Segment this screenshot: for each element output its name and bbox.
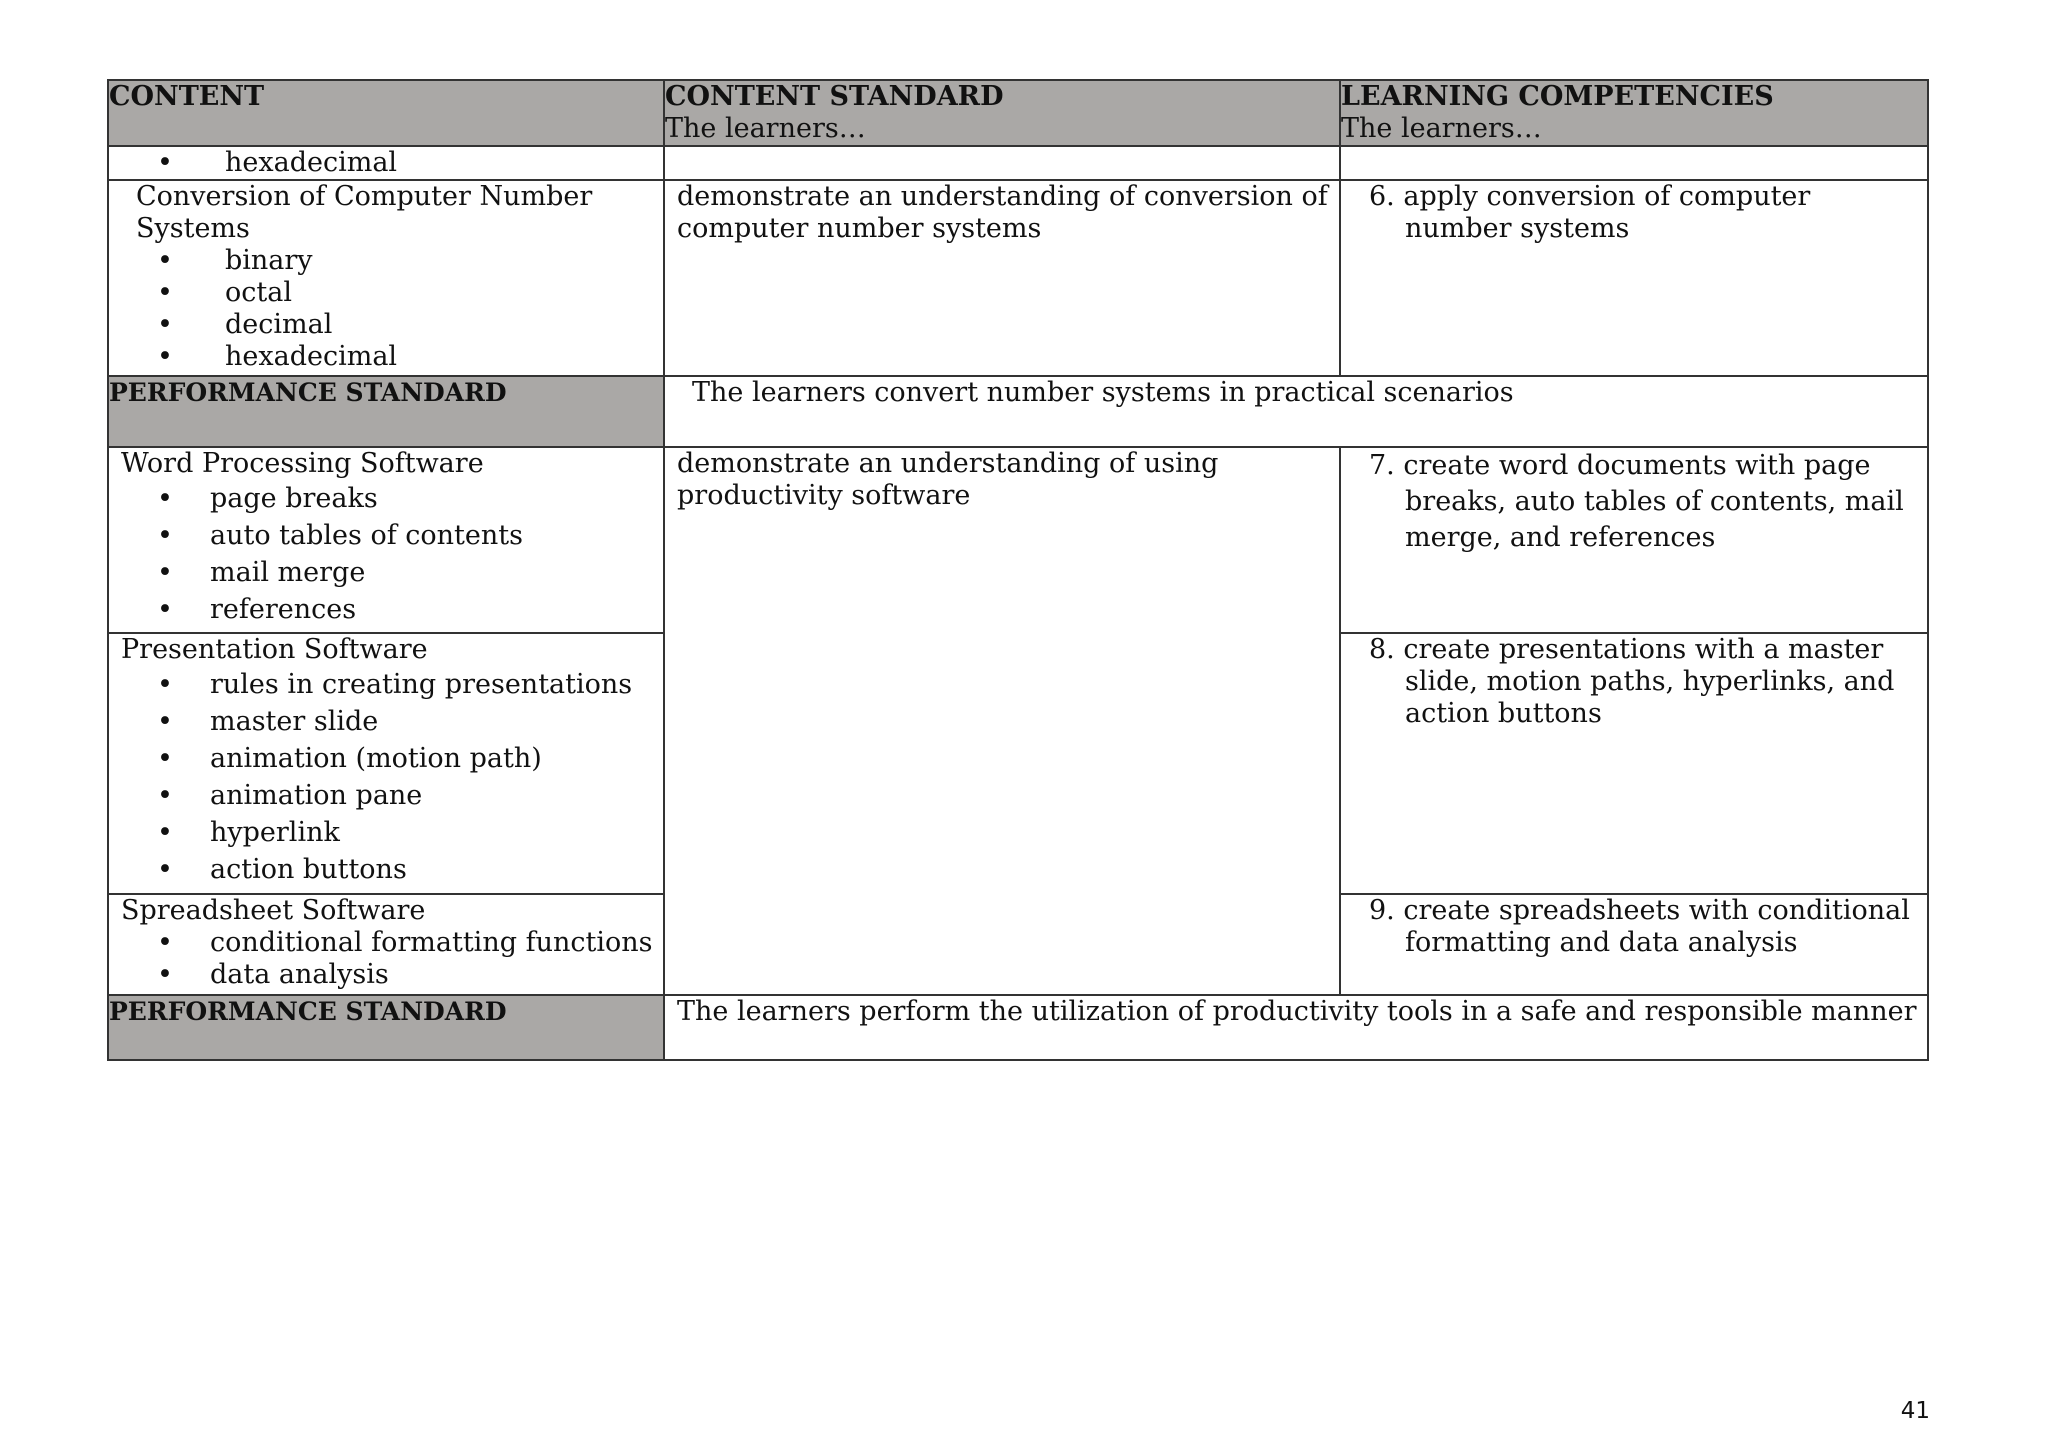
spreadsheet-topic: Spreadsheet Software	[121, 895, 426, 926]
list-item: • octal	[109, 277, 663, 309]
conversion-topic-line1: Conversion of Computer Number	[136, 181, 593, 212]
competency-9-text: 9. create spreadsheets with conditional formatting and data analysis	[1369, 895, 1910, 958]
conversion-row	[108, 180, 1928, 376]
conversion-standard-cell	[664, 180, 1340, 376]
list-item: • conditional formatting functions	[109, 927, 663, 959]
conversion-competency-cell	[1340, 180, 1928, 376]
performance-row-2	[108, 995, 1928, 1060]
header-content-standard-label: CONTENT STANDARD	[665, 81, 1004, 112]
productivity-standard-cell	[664, 447, 1340, 995]
list-item: • binary	[109, 245, 663, 277]
list-item: • rules in creating presentations	[109, 666, 663, 703]
performance-standard-text-1: The learners convert number systems in practical scenarios	[692, 377, 1514, 408]
header-learning-competencies-label: LEARNING COMPETENCIES	[1341, 81, 1774, 112]
list-item: • animation pane	[109, 777, 663, 814]
list-item: • hexadecimal	[109, 147, 663, 179]
word-competency-cell	[1340, 447, 1928, 633]
presentation-competency-cell	[1340, 633, 1928, 894]
productivity-standard-text: demonstrate an understanding of using productivity software	[677, 448, 1219, 511]
continued-row	[108, 146, 1928, 180]
presentation-content-cell	[108, 633, 664, 894]
header-learning-competencies-sub: The learners…	[1341, 113, 1542, 144]
word-list	[109, 480, 663, 628]
continued-content-cell	[108, 146, 664, 180]
word-row	[108, 447, 1928, 633]
list-item: • animation (motion path)	[109, 740, 663, 777]
continued-standard-cell	[664, 146, 1340, 180]
list-item: • hexadecimal	[109, 341, 663, 373]
performance-standard-cell-2	[664, 995, 1928, 1060]
page-number: 41	[1900, 1398, 1930, 1424]
conversion-topic-line2: Systems	[136, 213, 250, 244]
competency-6	[1341, 181, 1927, 245]
performance-standard-label-1: PERFORMANCE STANDARD	[108, 376, 664, 447]
list-item: • action buttons	[109, 851, 663, 888]
competency-9	[1341, 895, 1927, 959]
header-content-standard	[664, 80, 1340, 146]
word-topic: Word Processing Software	[121, 448, 484, 479]
presentation-topic: Presentation Software	[121, 634, 428, 665]
word-content-cell	[108, 447, 664, 633]
header-content-label: CONTENT	[109, 81, 265, 112]
competency-6-text: 6. apply conversion of computer number systems	[1369, 181, 1811, 244]
list-item: • data analysis	[109, 959, 663, 991]
presentation-list	[109, 666, 663, 888]
list-item: • mail merge	[109, 554, 663, 591]
list-item: • page breaks	[109, 480, 663, 517]
continued-competency-cell	[1340, 146, 1928, 180]
header-content-standard-sub: The learners…	[665, 113, 866, 144]
header-row	[108, 80, 1928, 146]
conversion-content-cell	[108, 180, 664, 376]
competency-7	[1341, 448, 1927, 556]
conversion-list	[109, 245, 663, 373]
competency-8	[1341, 634, 1927, 730]
spreadsheet-competency-cell	[1340, 894, 1928, 995]
spreadsheet-content-cell	[108, 894, 664, 995]
performance-standard-cell-1	[664, 376, 1928, 447]
competency-8-text: 8. create presentations with a master slide, motion paths, hyperlinks, and action buttons	[1369, 634, 1895, 729]
header-content	[108, 80, 664, 146]
list-item: • auto tables of contents	[109, 517, 663, 554]
list-item: • hyperlink	[109, 814, 663, 851]
list-item: • decimal	[109, 309, 663, 341]
list-item: • references	[109, 591, 663, 628]
conversion-standard-text: demonstrate an understanding of conversion of computer number systems	[677, 181, 1328, 244]
competency-7-text: 7. create word documents with page breaks, auto tables of contents, mail merge, and references	[1369, 450, 1904, 553]
header-learning-competencies	[1340, 80, 1928, 146]
performance-standard-text-2: The learners perform the utilization of productivity tools in a safe and responsible manner	[677, 996, 1917, 1027]
spreadsheet-list	[109, 927, 663, 991]
conversion-topic	[109, 181, 663, 245]
performance-row-1	[108, 376, 1928, 447]
list-item: • master slide	[109, 703, 663, 740]
curriculum-table	[107, 79, 1929, 1061]
continued-list	[109, 147, 663, 179]
performance-standard-label-2: PERFORMANCE STANDARD	[108, 995, 664, 1060]
